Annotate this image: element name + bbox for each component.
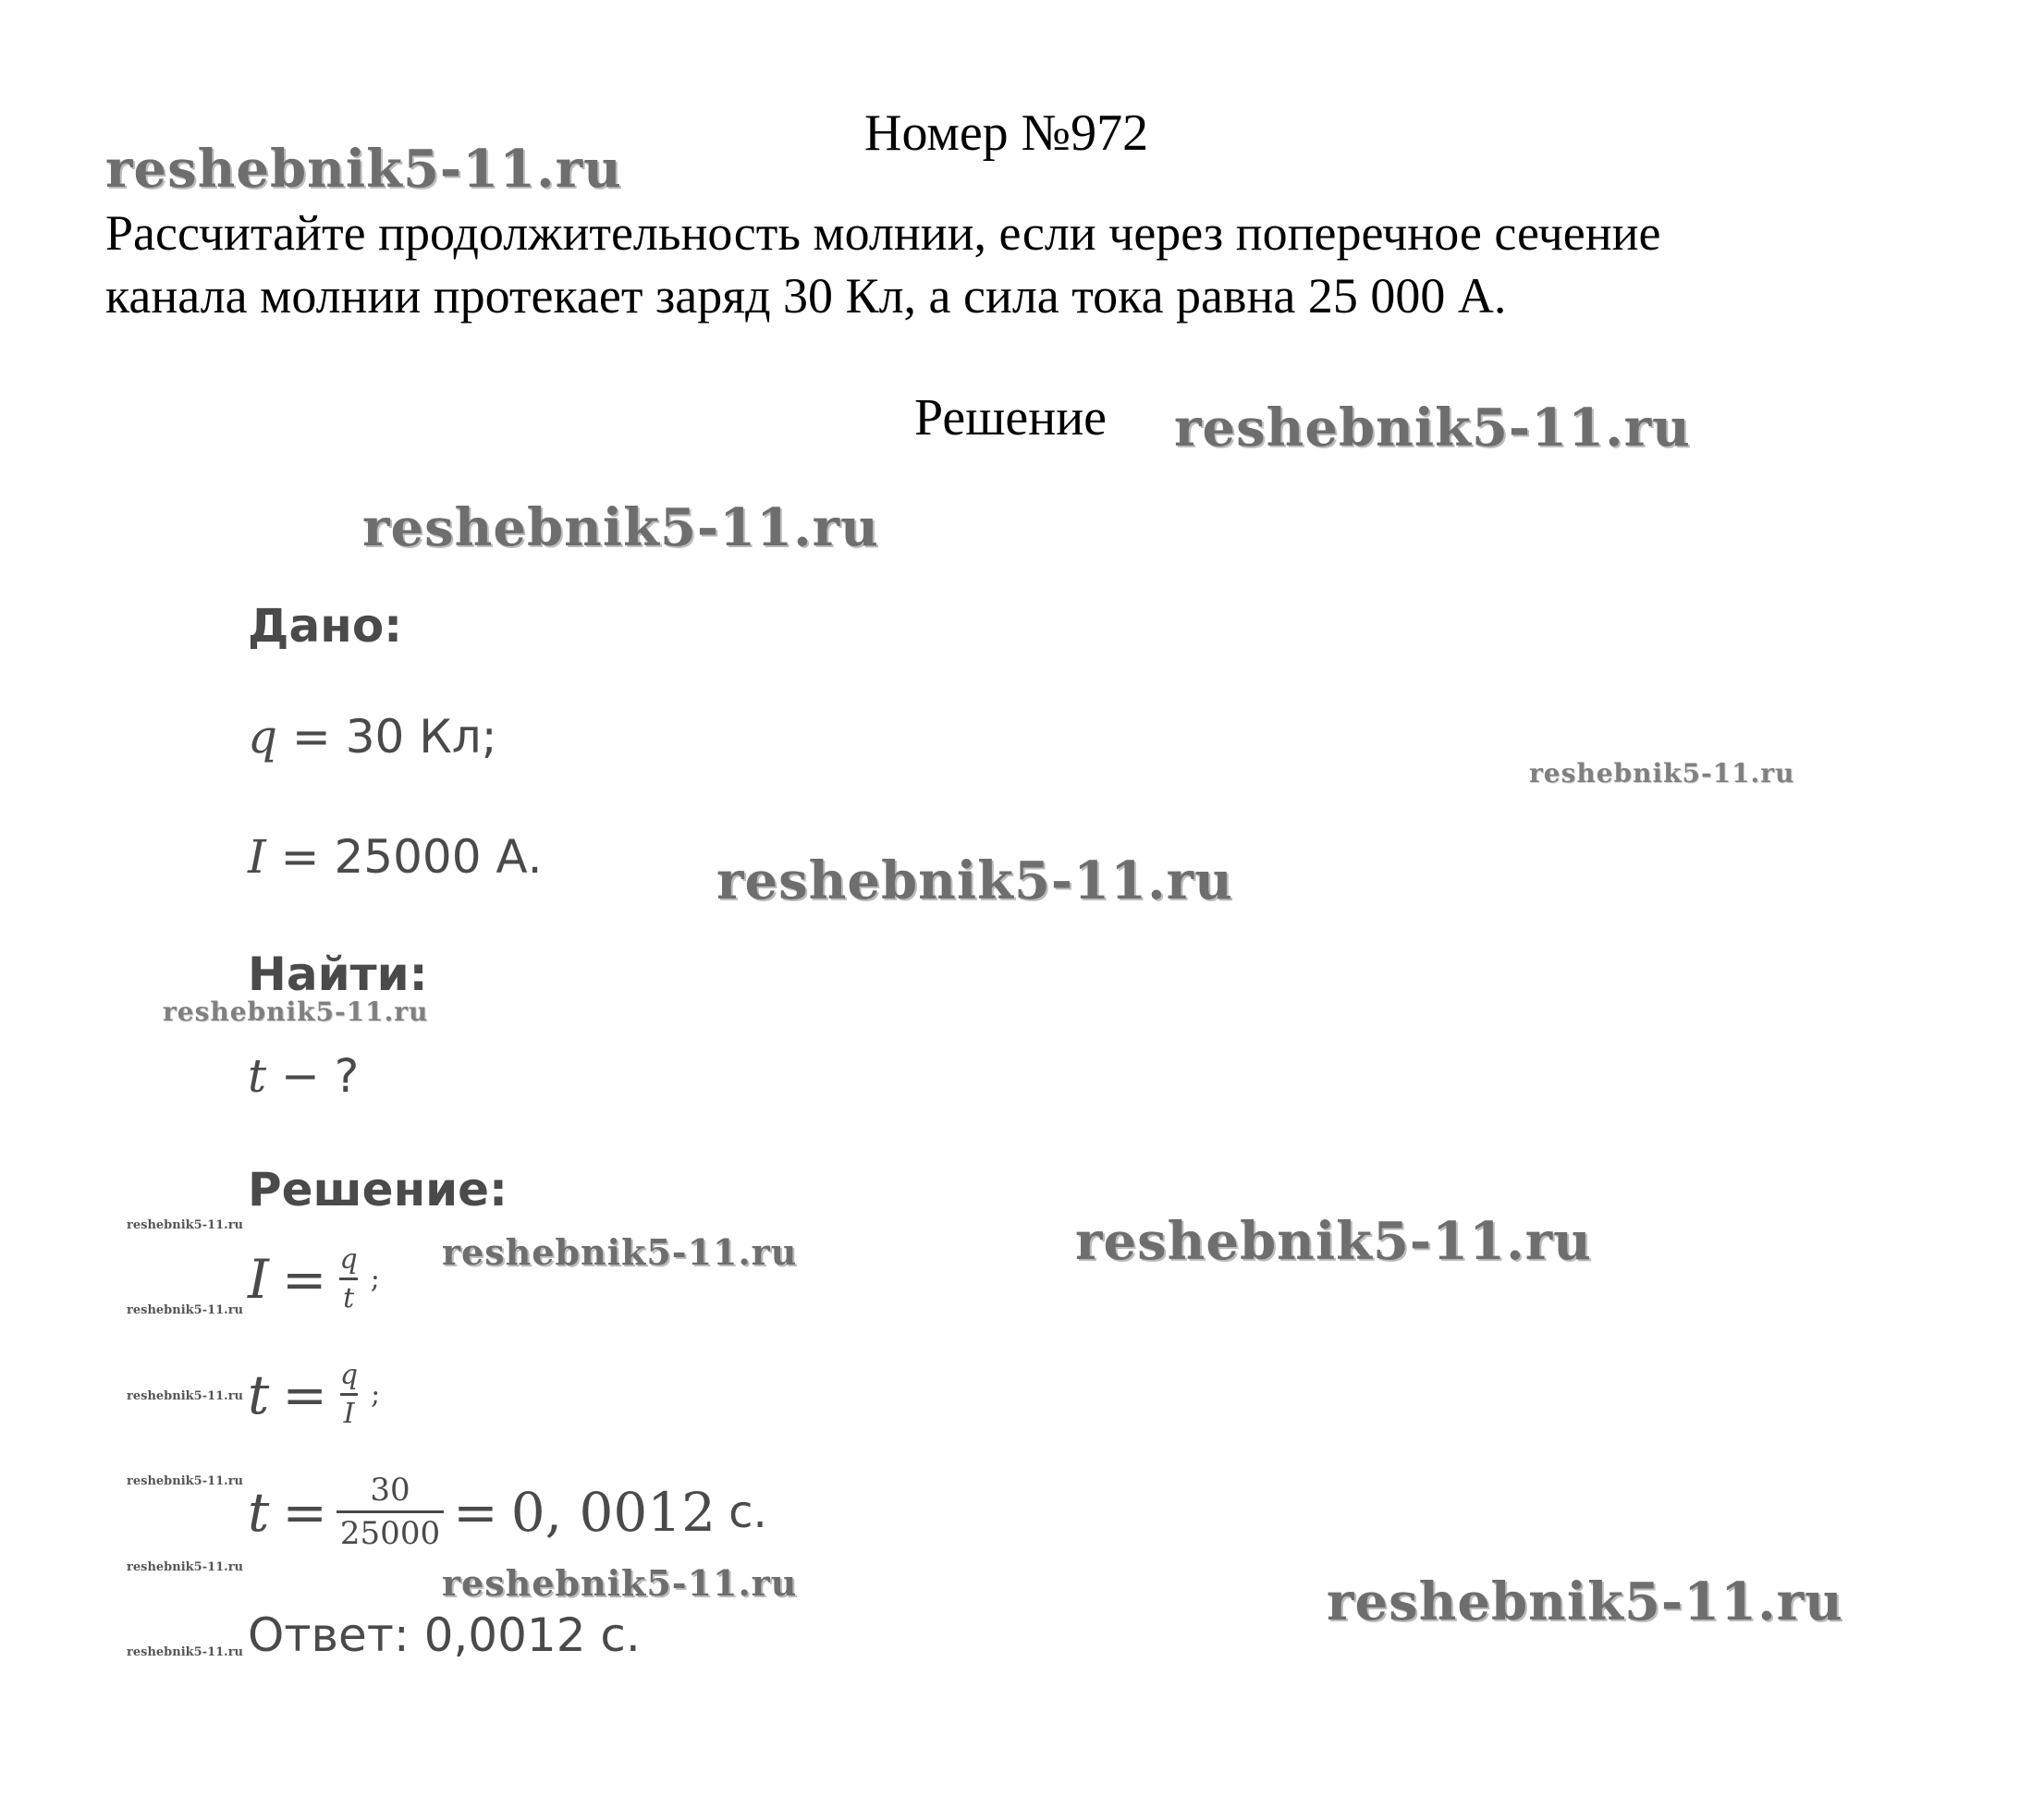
answer-text: Ответ: 0,0012 с.	[248, 1608, 641, 1662]
problem-statement	[105, 202, 1660, 327]
equals-sign: =	[280, 830, 320, 884]
watermark: reshebnik5-11.ru	[127, 1218, 244, 1232]
formula3-lhs: t	[248, 1480, 270, 1544]
equals-sign: =	[291, 710, 331, 764]
watermark: reshebnik5-11.ru	[127, 1560, 244, 1574]
watermark: reshebnik5-11.ru	[127, 1645, 244, 1659]
denominator: t	[339, 1277, 358, 1314]
find-rest: − ?	[281, 1049, 360, 1103]
numerator: 30	[370, 1472, 410, 1509]
formula-calculation	[248, 1472, 767, 1552]
formula2-end: ;	[371, 1378, 381, 1411]
watermark: reshebnik5-11.ru	[442, 1562, 798, 1604]
watermark: reshebnik5-11.ru	[362, 497, 879, 558]
given-current-value: 25000 А.	[334, 830, 543, 884]
watermark: reshebnik5-11.ru	[1075, 1211, 1592, 1272]
solution-label: Решение:	[248, 1163, 508, 1216]
page-title: Номер №972	[864, 104, 1149, 162]
watermark: reshebnik5-11.ru	[163, 996, 429, 1027]
formula3-eq: =	[282, 1480, 327, 1544]
given-label: Дано:	[248, 599, 403, 653]
fraction	[337, 1472, 444, 1552]
fraction	[337, 1359, 361, 1430]
section-title: Решение	[914, 389, 1108, 446]
watermark: reshebnik5-11.ru	[1327, 1571, 1843, 1632]
answer	[248, 1608, 641, 1662]
watermark: reshebnik5-11.ru	[442, 1231, 798, 1273]
numerator: q	[339, 1243, 358, 1276]
formula2-lhs: t	[248, 1363, 270, 1426]
watermark: reshebnik5-11.ru	[127, 1303, 244, 1317]
formula3-result: 0, 0012	[510, 1480, 716, 1544]
formula1-end: ;	[370, 1263, 380, 1295]
var-t: t	[248, 1049, 267, 1103]
formula3-unit: с.	[728, 1485, 767, 1538]
fraction	[337, 1243, 361, 1314]
formula-current	[248, 1243, 380, 1314]
find-label: Найти:	[248, 947, 428, 1001]
watermark: reshebnik5-11.ru	[105, 139, 622, 200]
watermark: reshebnik5-11.ru	[716, 850, 1233, 911]
watermark: reshebnik5-11.ru	[1529, 758, 1795, 788]
numerator: q	[339, 1359, 359, 1391]
problem-line-1: Рассчитайте продолжительность молнии, если через поперечное сечение	[105, 205, 1661, 261]
formula2-eq: =	[282, 1363, 327, 1426]
problem-line-2: канала молнии протекает заряд 30 Кл, а сила тока равна 25 000 А.	[105, 268, 1507, 324]
var-q: q	[248, 710, 278, 764]
find-unknown	[248, 1049, 359, 1103]
formula-time	[248, 1359, 380, 1430]
watermark: reshebnik5-11.ru	[1174, 397, 1691, 458]
var-i: I	[248, 830, 266, 884]
given-charge-value: 30 Кл;	[345, 710, 497, 764]
given-current	[248, 830, 543, 884]
denominator: 25000	[337, 1510, 444, 1552]
watermark: reshebnik5-11.ru	[127, 1474, 244, 1488]
given-charge	[248, 710, 497, 764]
watermark: reshebnik5-11.ru	[127, 1389, 244, 1403]
denominator: I	[340, 1393, 359, 1430]
formula1-eq: =	[281, 1247, 327, 1311]
formula1-lhs: I	[248, 1247, 269, 1311]
formula3-eq2: =	[453, 1480, 498, 1544]
